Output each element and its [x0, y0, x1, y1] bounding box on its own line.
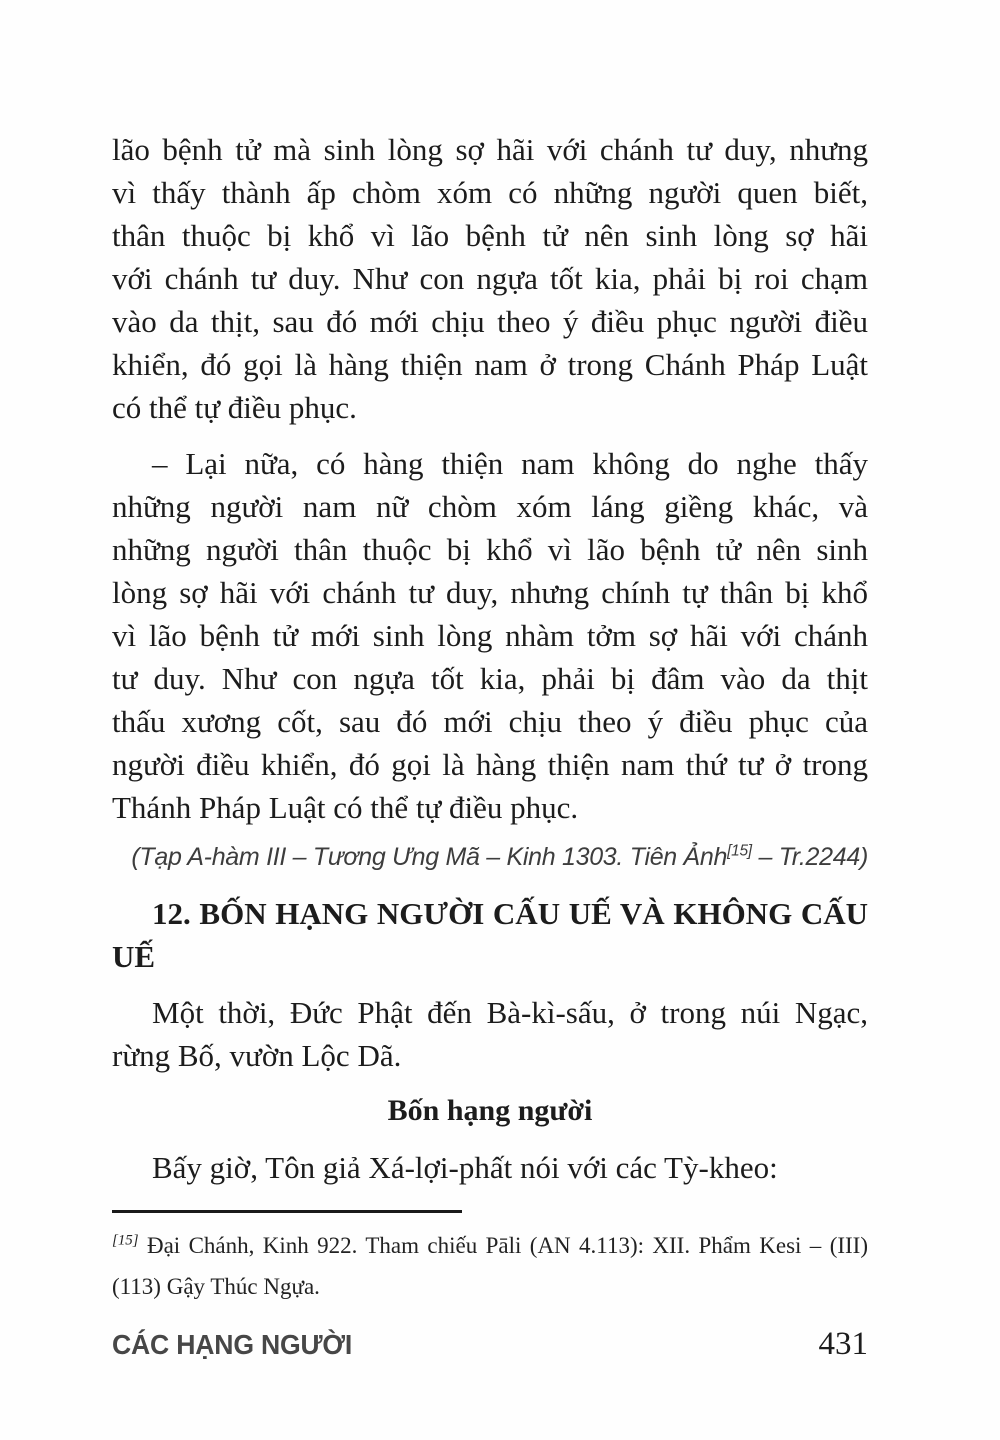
paragraph: [112, 442, 868, 829]
body-text-line: lão bệnh tử mà sinh lòng sợ hãi với chánh tư duy, nhưng: [112, 132, 868, 167]
body-text-line: vì thấy thành ấp chòm xóm có những người quen biết,: [112, 175, 868, 210]
body-text-line: vì lão bệnh tử mới sinh lòng nhàm tởm sợ hãi với chánh: [112, 618, 868, 653]
body-text-line: – Lại nữa, có hàng thiện nam không do nghe thấy: [152, 446, 868, 481]
body-text-line: lòng sợ hãi với chánh tư duy, nhưng chính tự thân bị khổ: [112, 575, 868, 610]
section-heading-line: UẾ: [112, 939, 156, 974]
body-text-line: người điều khiển, đó gọi là hàng thiện nam thứ tư ở trong: [112, 747, 868, 782]
body-text-line: có thể tự điều phục.: [112, 390, 357, 425]
running-footer: [112, 1326, 868, 1363]
footnote-reference-marker: [15]: [727, 842, 752, 860]
paragraph: [112, 991, 868, 1077]
section-heading-line: 12. BỐN HẠNG NGƯỜI CẤU UẾ VÀ KHÔNG CẤU: [152, 896, 868, 931]
body-text-line: với chánh tư duy. Như con ngựa tốt kia, phải bị roi chạm: [112, 261, 868, 296]
footnote-line: [112, 1225, 868, 1266]
body-text-line: tư duy. Như con ngựa tốt kia, phải bị đâm vào da thịt: [112, 661, 868, 696]
body-text-line: thấu xương cốt, sau đó mới chịu theo ý điều phục của: [112, 704, 868, 739]
body-text-line: rừng Bố, vườn Lộc Dã.: [112, 1038, 402, 1073]
footnote-line: (113) Gậy Thúc Ngựa.: [112, 1274, 320, 1299]
body-text-line: những người nam nữ chòm xóm láng giềng khác, và: [112, 489, 868, 524]
body-text-line: Một thời, Đức Phật đến Bà-kì-sấu, ở trong núi Ngạc,: [152, 995, 868, 1030]
footnote-marker: [15]: [112, 1232, 139, 1249]
body-text-line: khiển, đó gọi là hàng thiện nam ở trong Chánh Pháp Luật: [112, 347, 868, 382]
body-text-line: Bấy giờ, Tôn giả Xá-lợi-phất nói với các Tỳ-kheo:: [152, 1150, 778, 1185]
paragraph: [112, 1146, 868, 1189]
section-heading: [112, 892, 868, 978]
citation-text: (Tạp A-hàm III – Tương Ưng Mã – Kinh 1303. Tiên Ảnh: [131, 843, 728, 871]
page-number: 431: [818, 1326, 868, 1362]
body-text-line: những người thân thuộc bị khổ vì lão bệnh tử nên sinh: [112, 532, 868, 567]
body-text-line: thân thuộc bị khổ vì lão bệnh tử nên sinh lòng sợ hãi: [112, 218, 868, 253]
running-title: CÁC HẠNG NGƯỜI: [112, 1329, 353, 1360]
footnote: [112, 1210, 868, 1307]
citation-page-ref: – Tr.2244): [751, 843, 868, 871]
subsection-heading: Bốn hạng người: [387, 1094, 593, 1127]
kinh-citation: [112, 838, 868, 876]
body-text-line: Thánh Pháp Luật có thể tự điều phục.: [112, 790, 579, 825]
footnote-separator-rule: [112, 1210, 462, 1213]
paragraph-continuation: [112, 128, 868, 429]
body-text-line: vào da thịt, sau đó mới chịu theo ý điều phục người điều: [112, 304, 868, 339]
footnote-text: Đại Chánh, Kinh 922. Tham chiếu Pāli (AN 4.113): XII. Phẩm Kesi – (III): [138, 1233, 868, 1258]
